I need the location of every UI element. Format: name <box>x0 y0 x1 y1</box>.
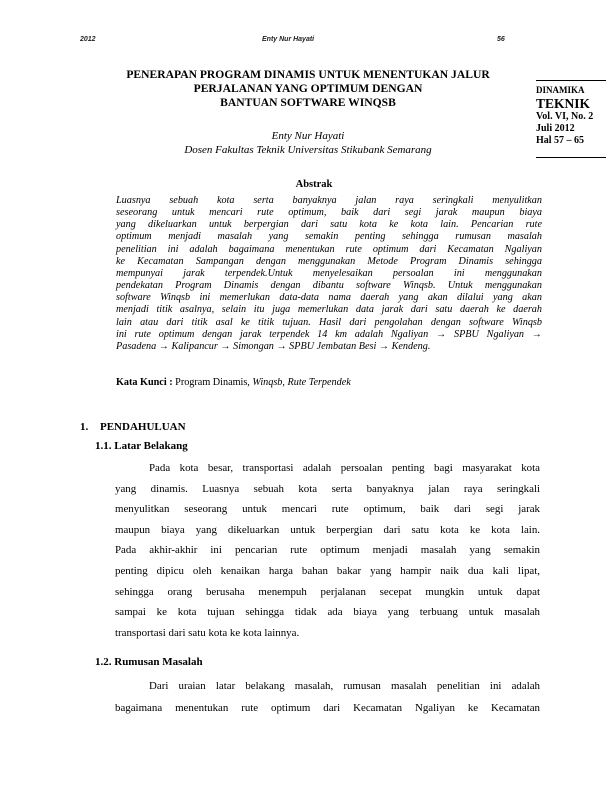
abstract-line: Luasnya sebuah kota serta banyaknya jalan raya seringkali menyulitkan <box>116 195 542 206</box>
paragraph-line: transportasi dari satu kota ke kota lainnya. <box>115 626 300 639</box>
paper-title <box>95 68 521 110</box>
title-line: PENERAPAN PROGRAM DINAMIS UNTUK MENENTUKAN JALUR <box>126 68 490 81</box>
section-title: PENDAHULUAN <box>100 421 186 433</box>
paragraph-line: menyulitkan seseorang untuk mencari rute optimum, baik dari segi jarak <box>115 503 540 516</box>
keywords-italic: Winqsb, Rute Terpendek <box>252 377 351 388</box>
paragraph-line: bagaimana menentukan rute optimum dari Kecamatan Ngaliyan ke Kecamatan <box>115 702 540 714</box>
journal-box-bottom-rule <box>536 157 606 158</box>
keywords-label: Kata Kunci : <box>116 377 173 388</box>
journal-name-line2: TEKNIK <box>536 96 591 111</box>
abstract-line: mempunyai jarak terpendek.Untuk menyelesaikan persoalan ini menggunakan <box>116 267 542 279</box>
title-line: PERJALANAN YANG OPTIMUM DENGAN <box>193 82 423 95</box>
abstract-line: ke Kecamatan Sampangan dengan menggunakan Metode Program Dinamis sehingga <box>116 255 542 267</box>
header-year: 2012 <box>80 36 96 43</box>
paragraph-line: Pada kota besar, transportasi adalah persoalan penting bagi masyarakat kota <box>149 462 540 474</box>
header-page-number: 56 <box>497 36 505 43</box>
author-name: Enty Nur Hayati <box>271 130 345 142</box>
abstract-heading: Abstrak <box>295 179 333 190</box>
paragraph-line: Pada akhir-akhir ini pencarian rute optimum menjadi masalah yang semakin <box>115 544 540 557</box>
journal-info-box <box>536 80 608 147</box>
paragraph-line: sehingga orang berusaha menempuh perjalanan secepat mungkin untuk dapat <box>115 585 540 598</box>
paragraph-rumusan-masalah <box>115 675 540 719</box>
section-number: 1. <box>80 421 89 433</box>
header-author: Enty Nur Hayati <box>262 36 315 43</box>
abstract-line: lain atau dari titik asal ke titik tujuan. Hasil dari pengolahan dengan software Winqsb <box>116 316 542 328</box>
paragraph-line: yang dinamis. Luasnya sebuah kota serta banyaknya jalan raya seringkali <box>115 482 540 495</box>
journal-name-line1: DINAMIKA <box>536 85 585 95</box>
journal-volume: Vol. VI, No. 2 <box>536 111 594 122</box>
title-line: BANTUAN SOFTWARE WINQSB <box>220 96 396 109</box>
journal-date: Juli 2012 <box>536 123 575 134</box>
author-block <box>95 129 521 157</box>
author-affiliation: Dosen Fakultas Teknik Universitas Stikubank Semarang <box>184 144 432 156</box>
paragraph-line: Dari uraian latar belakang masalah, rumusan masalah penelitian ini adalah <box>149 680 540 692</box>
section-heading <box>80 421 186 433</box>
journal-pages: Hal 57 – 65 <box>536 135 585 146</box>
abstract-line: penelitian ini adalah bagaimana menentukan rute optimum dari Kecamatan Ngaliyan <box>116 243 542 255</box>
abstract-line: pendekatan Program Dinamis dengan dibantu software Winqsb. Untuk menggunakan <box>116 280 542 292</box>
abstract-line: ini rute optimum dengan jarak terpendek 14 km adalah Ngaliyan → SPBU Ngaliyan → <box>116 328 542 340</box>
abstract-line: menjadi titik asalnya, selain itu juga memerlukan data jarak dari satu daerah ke daerah <box>116 304 542 316</box>
paragraph-line: penting dipicu oleh kenaikan harga bahan bakar yang hampir naik dua kali lipat, <box>115 564 540 577</box>
abstract-line: software Winqsb ini memerlukan data-data nama daerah yang akan dilalui yang akan <box>116 292 542 304</box>
subsection-heading-rumusan-masalah: 1.2. Rumusan Masalah <box>95 656 203 668</box>
paragraph-latar-belakang <box>115 458 540 643</box>
abstract-line: Pasadena → Kalipancur → Simongan → SPBU Jembatan Besi → Kendeng. <box>116 340 431 352</box>
abstract-line: seseorang untuk mencari rute optimum, baik dari segi jarak maupun biaya <box>116 207 542 219</box>
keywords-plain: Program Dinamis, <box>172 377 253 388</box>
abstract-text <box>116 195 542 353</box>
paragraph-line: maupun biaya yang dikeluarkan untuk berpergian dari satu kota ke kota lain. <box>115 523 540 536</box>
abstract-line: yang dikeluarkan untuk berpergian dari satu kota ke kota lain. Pencarian rute <box>116 219 542 231</box>
keywords <box>116 377 351 388</box>
abstract-line: optimum menjadi masalah yang semakin penting sehingga rumusan masalah <box>116 231 542 243</box>
paragraph-line: sampai ke kota tujuan sehingga tidak ada biaya yang terbuang untuk masalah <box>115 606 540 619</box>
subsection-heading-latar-belakang: 1.1. Latar Belakang <box>95 440 188 452</box>
